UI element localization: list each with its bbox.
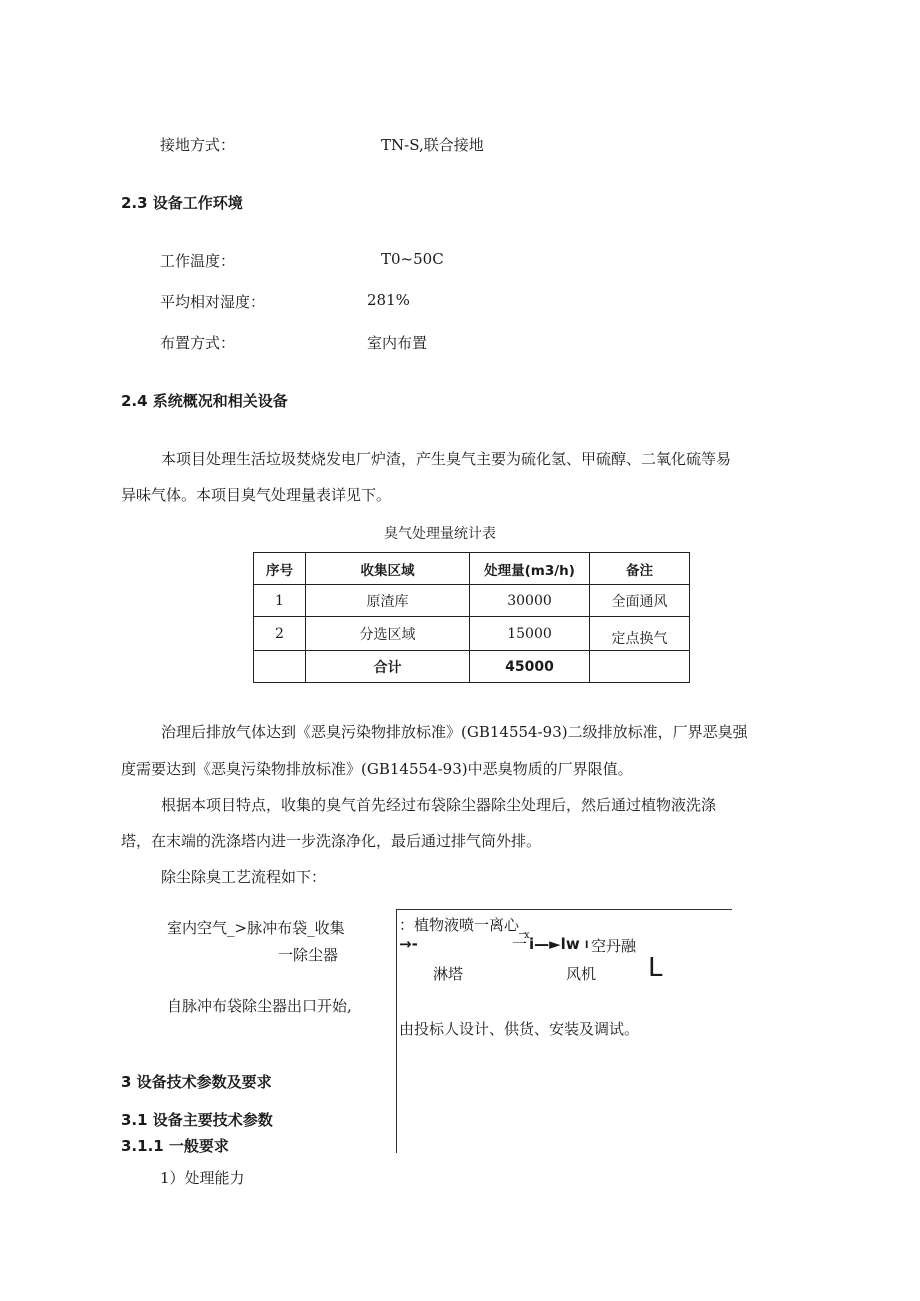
layout-value: 室内布置: [367, 334, 428, 352]
cell-no: 2: [254, 617, 306, 651]
flow-arrow-c: x: [524, 930, 530, 941]
process-line-2: 塔，在末端的洗涤塔内进一步洗涤净化，最后通过排气筒外排。: [121, 832, 542, 850]
table-header-row: [254, 553, 690, 585]
col-header-note: 备注: [590, 553, 690, 585]
flow-arrow-d: i—►lw: [529, 935, 580, 953]
process-line-1: 根据本项目特点，收集的臭气首先经过布袋除尘器除尘处理后，然后通过植物液洗涤: [161, 796, 717, 814]
grounding-label: 接地方式：: [160, 136, 236, 154]
section-2-4-heading: 2.4 系统概况和相关设备: [121, 392, 288, 410]
cell-no: [254, 651, 306, 683]
odor-volume-table: [253, 552, 690, 683]
emission-line-1: 治理后排放气体达到《恶臭污染物排放标准》(GB14554-93)二级排放标准，厂界恶臭强: [161, 723, 748, 741]
section-2-3-heading: 2.3 设备工作环境: [121, 194, 243, 212]
cell-no: 1: [254, 585, 306, 617]
flow-arrow-f: 空丹融: [591, 937, 637, 955]
table-row: [254, 585, 690, 617]
temp-label: 工作温度：: [160, 252, 236, 270]
col-header-area: 收集区域: [306, 553, 470, 585]
flow-arrow-b: 一: [512, 935, 528, 953]
humidity-value: 281%: [367, 291, 410, 309]
cell-note: 全面通风: [590, 585, 690, 617]
flow-arrow-e: l: [585, 940, 589, 951]
flow-left-line-1: 室内空气_>脉冲布袋_收集: [167, 919, 345, 937]
emission-line-2: 度需要达到《恶臭污染物排放标准》(GB14554-93)中恶臭物质的厂界限值。: [121, 760, 633, 778]
section-3-1-1-heading: 3.1.1 一般要求: [121, 1137, 229, 1155]
flow-arrow-start: →-: [399, 935, 418, 953]
flow-sub-fan: 风机: [566, 965, 597, 983]
cut-off-heading: [121, 1137, 229, 1155]
flow-intro: 除尘除臭工艺流程如下：: [161, 868, 327, 886]
intro-line-2: 异味气体。本项目臭气处理量表详见下。: [121, 486, 392, 504]
cell-volume: 15000: [470, 617, 590, 651]
cell-note: 定点换气: [590, 617, 690, 651]
table-caption: 臭气处理量统计表: [384, 526, 496, 542]
section-3-1-heading: 3.1 设备主要技术参数: [121, 1111, 273, 1129]
col-header-volume: 处理量(m3/h): [470, 553, 590, 585]
flow-top-rule: [396, 909, 732, 910]
table-total-row: [254, 651, 690, 683]
flow-right-line-4: 由投标人设计、供货、安装及调试。: [399, 1020, 640, 1038]
temp-value: T0~50C: [381, 250, 444, 268]
cell-volume: 30000: [470, 585, 590, 617]
item-1-capacity: 1）处理能力: [160, 1169, 245, 1187]
cell-total-label: 合计: [306, 651, 470, 683]
grounding-value: TN-S,联合接地: [381, 136, 484, 154]
flow-left-line-2: 一除尘器: [278, 946, 339, 964]
cell-area: 原渣库: [306, 585, 470, 617]
humidity-label: 平均相对湿度：: [160, 293, 266, 311]
flow-right-line-1: ：植物液喷一离心_: [399, 916, 527, 934]
cell-note: [590, 651, 690, 683]
intro-line-1: 本项目处理生活垃圾焚烧发电厂炉渣，产生臭气主要为硫化氢、甲硫醇、二氧化硫等易: [161, 450, 732, 468]
section-3-heading: 3 设备技术参数及要求: [121, 1073, 272, 1091]
flow-left-line-3: 自脉冲布袋除尘器出口开始,: [167, 997, 352, 1015]
flow-big-l: L: [648, 953, 663, 983]
cell-area: 分选区域: [306, 617, 470, 651]
layout-label: 布置方式：: [160, 334, 236, 352]
cell-total-volume: 45000: [470, 651, 590, 683]
col-header-no: 序号: [254, 553, 306, 585]
flow-sub-tower: 淋塔: [433, 965, 464, 983]
table-row: [254, 617, 690, 651]
flow-divider: [396, 909, 397, 1153]
